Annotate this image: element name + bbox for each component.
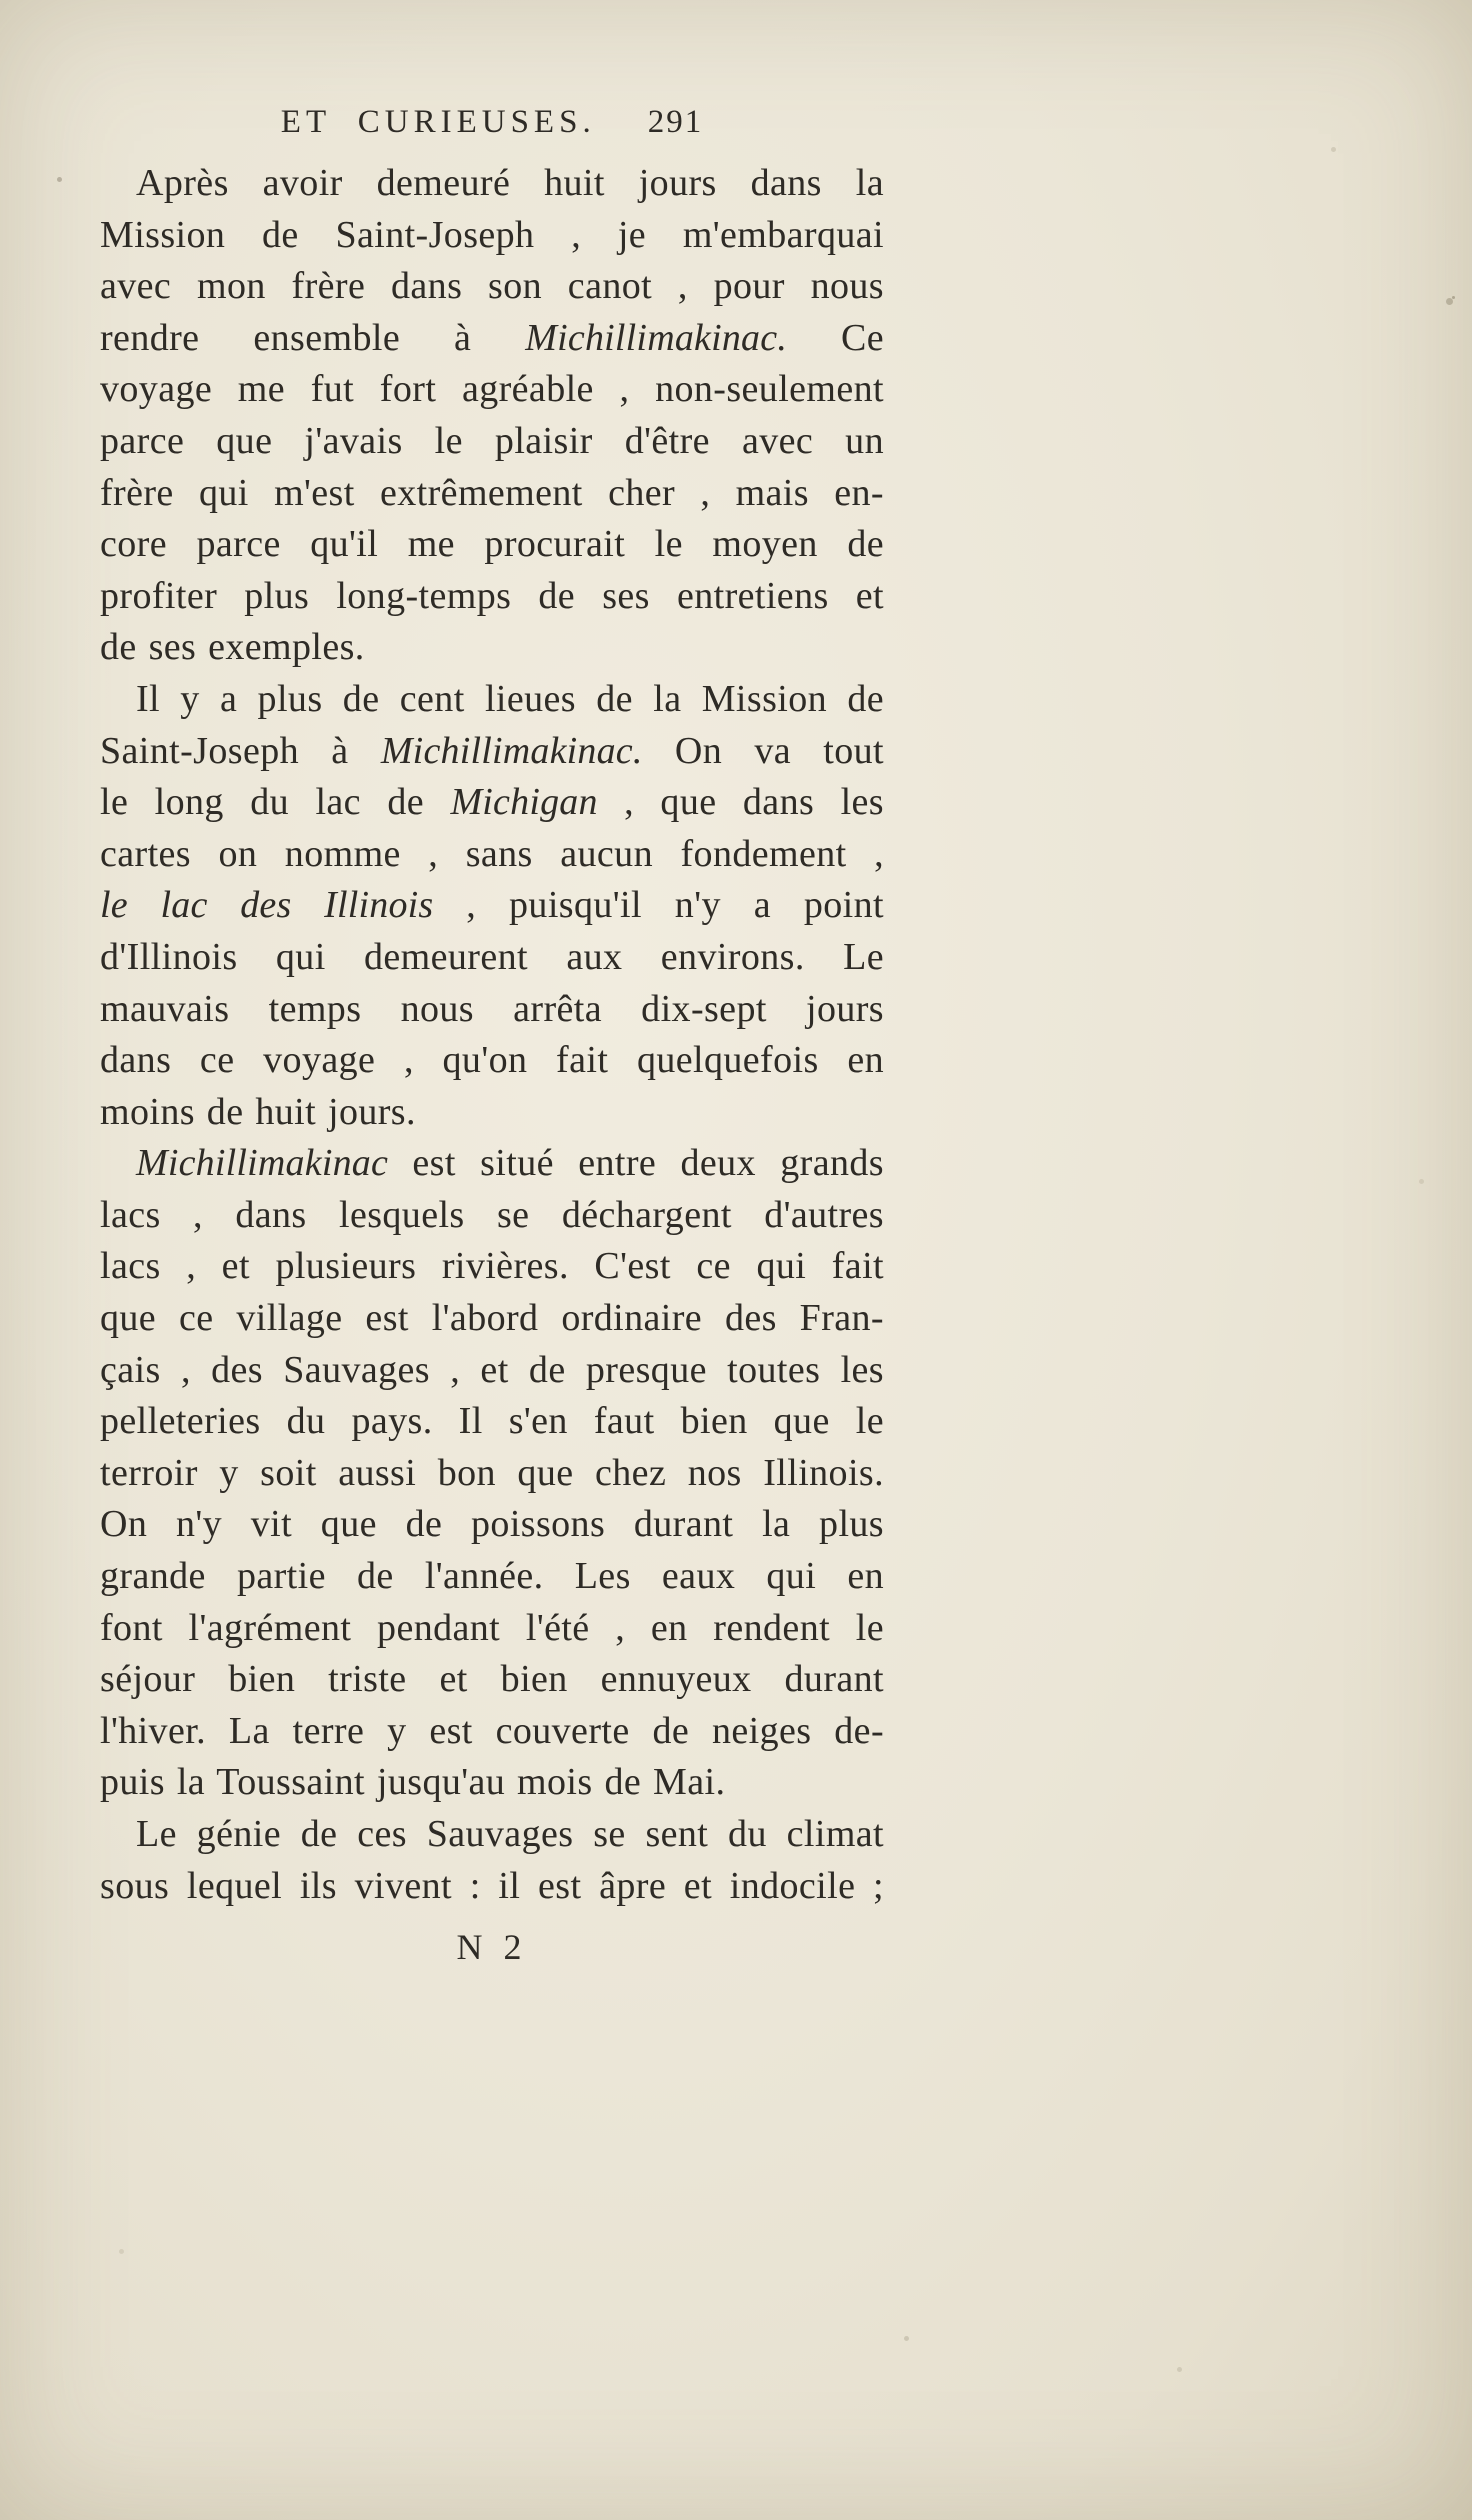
text-line: Le génie de ces Sauvages se sent du climat bbox=[136, 1813, 884, 1855]
text-line: rendre ensemble à Michillimakinac. Ce bbox=[100, 316, 884, 359]
paper-noise bbox=[0, 0, 3, 3]
text-line: profiter plus long-temps de ses entretiens et bbox=[100, 574, 884, 617]
text-line: lacs , dans lesquels se déchargent d'autres bbox=[100, 1193, 884, 1236]
header-title: ET CURIEUSES. bbox=[280, 104, 596, 140]
signature-mark: N 2 bbox=[456, 1927, 528, 1967]
text-line: voyage me fut fort agréable , non-seulement bbox=[100, 368, 884, 411]
text-line: l'hiver. La terre y est couverte de neiges de- bbox=[100, 1709, 884, 1752]
text-line: grande partie de l'année. Les eaux qui en bbox=[100, 1555, 884, 1598]
text-line: avec mon frère dans son canot , pour nous bbox=[100, 265, 884, 308]
text-line: Mission de Saint-Joseph , je m'embarquai bbox=[100, 213, 884, 256]
text-line: d'Illinois qui demeurent aux environs. Le bbox=[100, 935, 884, 978]
text-line: pelleteries du pays. Il s'en faut bien que le bbox=[100, 1400, 884, 1443]
text-line: parce que j'avais le plaisir d'être avec un bbox=[100, 419, 884, 462]
text-line: Il y a plus de cent lieues de la Mission de bbox=[136, 677, 884, 720]
text-line: sous lequel ils vivent : il est âpre et indocile ; bbox=[100, 1864, 884, 1907]
text-line: lacs , et plusieurs rivières. C'est ce qui fait bbox=[100, 1245, 884, 1288]
text-line: font l'agrément pendant l'été , en rendent le bbox=[100, 1606, 884, 1649]
text-line: Michillimakinac est situé entre deux grands bbox=[136, 1142, 884, 1185]
text-line: le lac des Illinois , puisqu'il n'y a point bbox=[100, 884, 884, 927]
text-line: séjour bien triste et bien ennuyeux durant bbox=[100, 1658, 884, 1701]
text-line: que ce village est l'abord ordinaire des Fran- bbox=[100, 1297, 884, 1340]
text-line: dans ce voyage , qu'on fait quelquefois en bbox=[100, 1039, 884, 1082]
text-line: terroir y soit aussi bon que chez nos Illinois. bbox=[100, 1451, 884, 1494]
text-line: le long du lac de Michigan , que dans les bbox=[100, 781, 884, 824]
page-number: 291 bbox=[647, 104, 704, 140]
text-line: puis la Toussaint jusqu'au mois de Mai. bbox=[100, 1761, 726, 1804]
text-line: çais , des Sauvages , et de presque toutes les bbox=[100, 1348, 884, 1391]
text-line: Après avoir demeuré huit jours dans la bbox=[136, 162, 884, 204]
text-line: de ses exemples. bbox=[100, 626, 365, 669]
text-line: cartes on nomme , sans aucun fondement , bbox=[100, 832, 884, 875]
text-line: Saint-Joseph à Michillimakinac. On va tout bbox=[100, 729, 885, 772]
text-line: mauvais temps nous arrêta dix-sept jours bbox=[100, 987, 884, 1030]
text-line: On n'y vit que de poissons durant la plus bbox=[100, 1503, 884, 1546]
running-header bbox=[100, 104, 884, 141]
text-line: moins de huit jours. bbox=[100, 1090, 416, 1133]
text-line: core parce qu'il me procurait le moyen de bbox=[100, 523, 884, 566]
text-line: frère qui m'est extrêmement cher , mais en- bbox=[100, 471, 884, 514]
text-block bbox=[100, 158, 884, 1912]
